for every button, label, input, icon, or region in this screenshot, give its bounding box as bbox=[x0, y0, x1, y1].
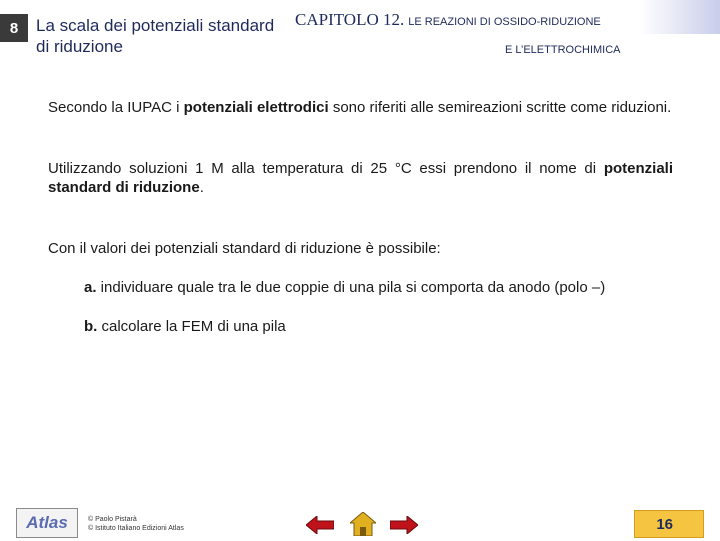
paragraph-possible: Con il valori dei potenziali standard di riduzione è possibile: bbox=[48, 240, 441, 257]
copyright-line2: © Istituto Italiano Edizioni Atlas bbox=[88, 525, 184, 532]
next-button[interactable] bbox=[390, 516, 418, 539]
p1-bold-term: potenziali elettrodici bbox=[183, 99, 329, 116]
prev-button[interactable] bbox=[306, 516, 334, 539]
atlas-logo bbox=[16, 508, 78, 538]
list-marker-b: b. bbox=[84, 318, 98, 335]
arrow-right-icon bbox=[390, 516, 418, 534]
list-item-b bbox=[84, 317, 673, 336]
list-text-a: individuare quale tra le due coppie di una pila si comporta da anodo (polo –) bbox=[96, 279, 606, 296]
paragraph-iupac bbox=[48, 98, 673, 117]
main-content bbox=[48, 98, 673, 356]
chapter-subtitle-line1: LE REAZIONI DI OSSIDO-RIDUZIONE bbox=[408, 16, 601, 28]
p2-bold-term: potenziali standard di riduzione bbox=[48, 160, 673, 196]
chapter-subtitle-line2: E L’ELETTROCHIMICA bbox=[505, 44, 621, 56]
page-number: 16 bbox=[634, 510, 704, 538]
copyright bbox=[88, 515, 184, 533]
copyright-line1: © Paolo Pistarà bbox=[88, 516, 137, 523]
list-marker-a: a. bbox=[84, 279, 97, 296]
arrow-left-icon bbox=[306, 516, 334, 534]
section-number-badge: 8 bbox=[0, 14, 28, 42]
p2-text-a: Utilizzando soluzioni 1 M alla temperatura di 25 °C essi prendono il nome di bbox=[48, 160, 604, 177]
paragraph-standard bbox=[48, 159, 673, 197]
list-text-b: calcolare la FEM di una pila bbox=[97, 318, 286, 335]
logo-text: Atlas bbox=[26, 513, 68, 532]
home-icon bbox=[350, 512, 376, 536]
corner-decoration bbox=[640, 0, 720, 34]
p2-text-b: . bbox=[199, 179, 204, 196]
chapter-label: CAPITOLO 12. bbox=[295, 10, 405, 29]
chapter-heading bbox=[295, 10, 655, 56]
list-item-a bbox=[84, 278, 673, 297]
section-title: La scala dei potenziali standard di riduzione bbox=[36, 16, 275, 56]
p1-text-a: Secondo la IUPAC i bbox=[48, 99, 184, 116]
home-button[interactable] bbox=[350, 512, 376, 541]
p1-text-b: sono riferiti alle semireazioni scritte come riduzioni. bbox=[328, 99, 672, 116]
possibility-list bbox=[84, 278, 673, 336]
